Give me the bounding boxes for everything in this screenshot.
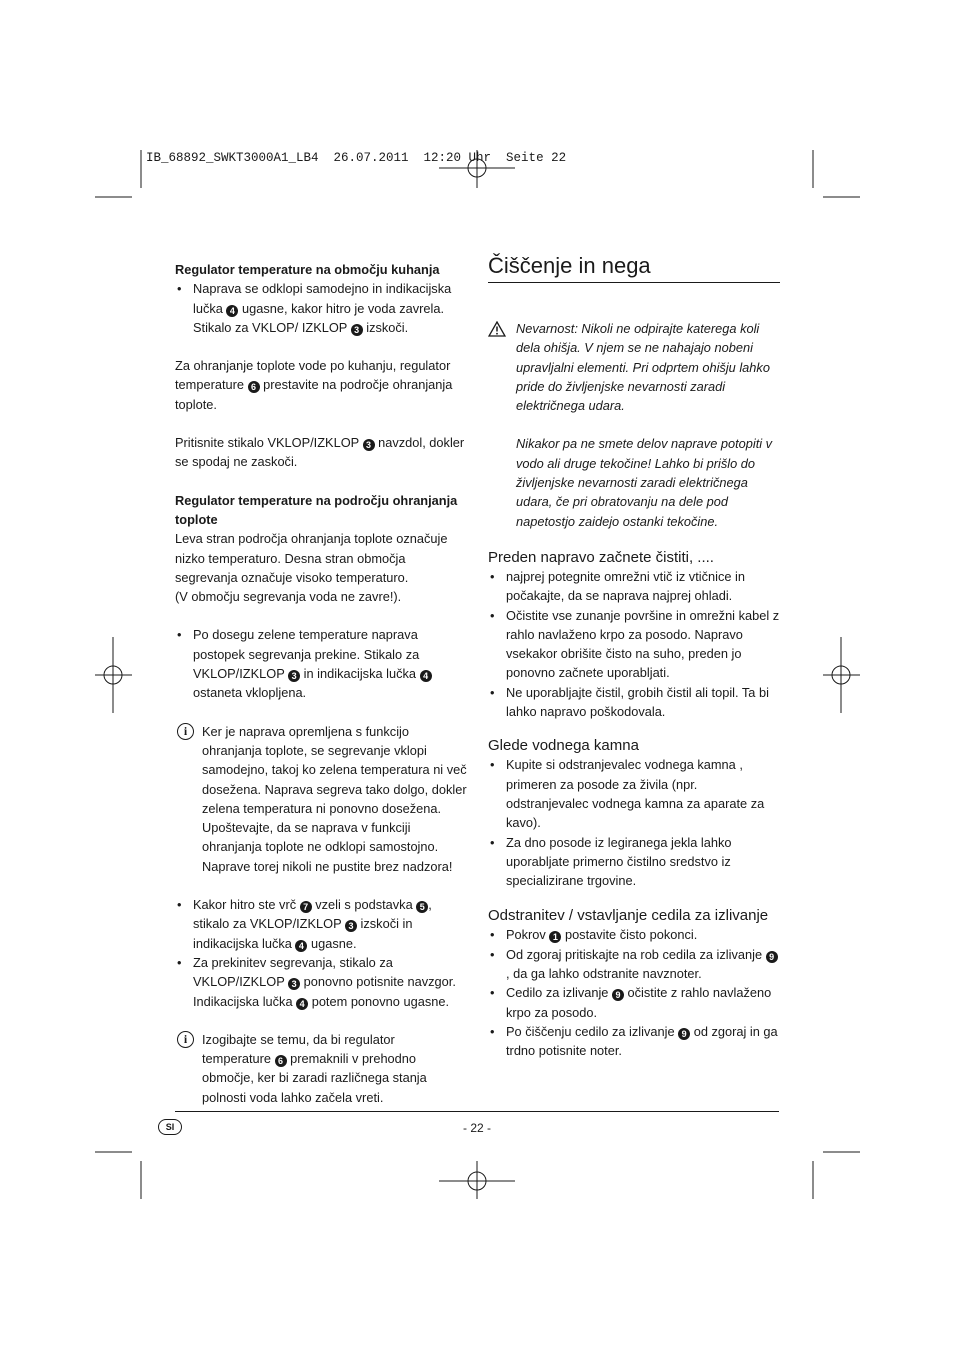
- number-badge: 3: [363, 439, 375, 451]
- list-item: • Naprava se odklopi samodejno in indikacijska lučka 4 ugasne, kakor hitro je voda zavrela. Stikalo za VKLOP/ IZKLOP 3 izskoči.: [175, 279, 467, 337]
- list-item: • Kupite si odstranjevalec vodnega kamna , primeren za posode za živila (npr. odstranjevalec vodnega kamna za aparate za kavo).: [488, 755, 780, 832]
- list-item: • Pokrov 1 postavite čisto pokonci.: [488, 925, 780, 944]
- list-item: • Po dosegu zelene temperature naprava postopek segrevanja prekine. Stikalo za VKLOP/IZKLOP 3 in indikacijska lučka 4 ostaneta vklopljena.: [175, 625, 467, 702]
- left-column: [175, 260, 467, 1107]
- warning-triangle-icon: [488, 321, 506, 337]
- number-badge: 9: [766, 951, 778, 963]
- heading-preden: Preden napravo začnete čistiti, ....: [488, 548, 714, 566]
- list-item: • Za dno posode iz legiranega jekla lahko uporabljate primerno čistilno sredstvo iz specializirane trgovine.: [488, 833, 780, 891]
- heading-regulator-kuhanja: Regulator temperature na območju kuhanja: [175, 262, 440, 277]
- number-badge: 4: [295, 940, 307, 952]
- right-column: [488, 252, 780, 1061]
- paragraph: (V območju segrevanja voda ne zavre!).: [175, 589, 402, 605]
- info-note: i Ker je naprava opremljena s funkcijo ohranjanja toplote, se segrevanje vklopi samodejno, takoj ko zelena temperatura ni več dosežena. Naprava segreva tako dolgo, dokler zelena temperatura ni ponovno dosežena. Upoštevajte, da se naprava v funkciji ohranjanja toplote ne odklopi samostojno. Naprave torej nikoli ne pustite brez nadzora!: [175, 722, 467, 876]
- number-badge: 3: [345, 920, 357, 932]
- info-note: i Izogibajte se temu, da bi regulator temperature 6 premaknili v prehodno območje, ker bi zaradi različnega stanja polnosti voda lahko začela vreti.: [175, 1030, 467, 1107]
- list-item: • Ne uporabljajte čistil, grobih čistil ali topil. Ta bi lahko napravo poškodovala.: [488, 683, 780, 722]
- heading-glede: Glede vodnega kamna: [488, 737, 639, 755]
- paragraph: Leva stran področja ohranjanja toplote označuje nizko temperaturo. Desna stran območja segrevanja označuje visoko temperaturo.: [175, 531, 448, 585]
- list-item: • najprej potegnite omrežni vtič iz vtičnice in počakajte, da se naprava najprej ohladi.: [488, 567, 780, 606]
- number-badge: 7: [300, 901, 312, 913]
- page-number: - 22 -: [462, 1121, 491, 1135]
- list-item: • Kakor hitro ste vrč 7 vzeli s podstavka 5 , stikalo za VKLOP/IZKLOP 3 izskoči in indikacijska lučka 4 ugasne.: [175, 895, 467, 953]
- list-item: • Očistite vse zunanje površine in omrežni kabel z rahlo navlaženo krpo za posodo. Napravo vsekakor obrišite čisto na suho, preden jo ponovno začnete uporabljati.: [488, 606, 780, 683]
- language-badge: SI: [158, 1119, 182, 1135]
- number-badge: 5: [416, 901, 428, 913]
- number-badge: 6: [275, 1055, 287, 1067]
- list-item: • Cedilo za izlivanje 9 očistite z rahlo navlaženo krpo za posodo.: [488, 983, 780, 1022]
- list-item: • Od zgoraj pritiskajte na rob cedila za izlivanje 9, da ga lahko odstranite navznoter.: [488, 945, 780, 984]
- info-icon: i: [177, 723, 194, 740]
- heading-odstranitev: Odstranitev / vstavljanje cedila za izlivanje: [488, 907, 769, 925]
- list-item: • Po čiščenju cedilo za izlivanje 9 od zgoraj in ga trdno potisnite noter.: [488, 1022, 780, 1061]
- warning-note: Nevarnost: Nikoli ne odpirajte katerega koli dela ohišja. V njem se ne nahajajo nobeni upravljalni elementi. Pri odprtem ohišju lahko pride do življenjske nevarnosti zaradi električnega udara. Nikakor pa ne smete delov naprave potopiti v vodo ali druge tekočine! Lahko bi prišlo do življenjske nevarnosti zaradi električnega udara, če pri obratovanju na dele pod napetostjo zaidejo ostanki tekočine.: [488, 319, 780, 531]
- number-badge: 4: [420, 670, 432, 682]
- number-badge: 9: [612, 989, 624, 1001]
- number-badge: 3: [351, 324, 363, 336]
- number-badge: 4: [296, 998, 308, 1010]
- number-badge: 4: [226, 305, 238, 317]
- section-title: Čiščenje in nega: [488, 252, 780, 283]
- number-badge: 1: [549, 931, 561, 943]
- info-icon: i: [177, 1031, 194, 1048]
- paragraph: Pritisnite stikalo VKLOP/IZKLOP 3 navzdol, dokler se spodaj ne zaskoči.: [175, 435, 465, 470]
- print-slug: IB_68892_SWKT3000A1_LB4 26.07.2011 12:20 Uhr Seite 22: [146, 151, 567, 165]
- number-badge: 3: [288, 670, 300, 682]
- heading-regulator-toplote: Regulator temperature na področju ohranjanja toplote: [175, 492, 458, 527]
- number-badge: 9: [678, 1028, 690, 1040]
- paragraph: Za ohranjanje toplote vode po kuhanju, regulator temperature 6 prestavite na področje ohranjanja toplote.: [175, 358, 453, 412]
- number-badge: 3: [288, 978, 300, 990]
- footer-divider: [175, 1111, 779, 1112]
- list-item: • Za prekinitev segrevanja, stikalo za VKLOP/IZKLOP 3 ponovno potisnite navzgor. Indikacijska lučka 4 potem ponovno ugasne.: [175, 953, 467, 1011]
- number-badge: 6: [248, 381, 260, 393]
